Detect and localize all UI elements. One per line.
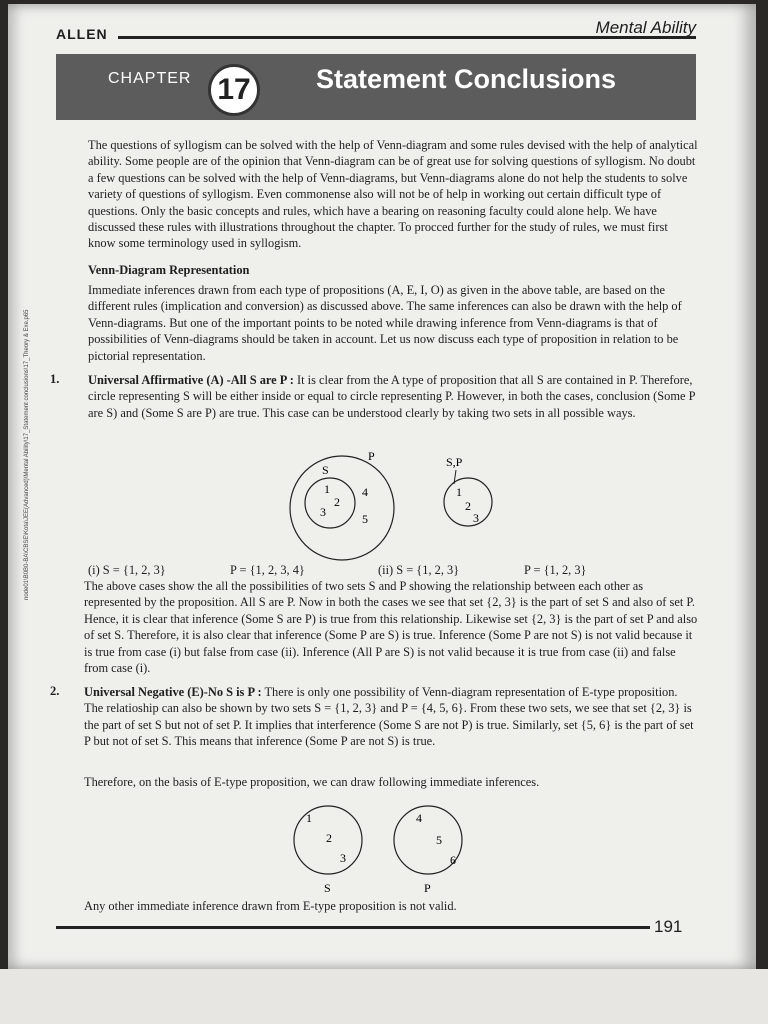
margin-file-path: node01\B0B0-BA\CBSE\Kota\JEE(Advanced)\Mental Ability\17_Statement conclusions\17_Theory & Exe.p65 bbox=[24, 309, 30, 600]
footer-rule bbox=[56, 926, 650, 929]
item-2-therefore: Therefore, on the basis of E-type proposition, we can draw following immediate inferences. bbox=[84, 775, 540, 789]
caption-case-2-p: P = {1, 2, 3} bbox=[524, 563, 587, 577]
element-1: 1 bbox=[306, 811, 312, 825]
item-2-body: There is only one possibility of Venn-diagram representation of E-type proposition. The relatioship can also be shown by two sets S = {1, 2, 3} and P = {4, 5, 6}. From these two sets, we see that set {2, 3} is the part of set S but not of set P. It implies that interference (Some S are not P) is true. Similarly, set {5, 6} is the part of set P but not of set S. This means that inference (Some P are not S) is true. bbox=[84, 685, 694, 749]
label-s: S bbox=[324, 881, 331, 895]
chapter-title: Statement Conclusions bbox=[316, 64, 617, 94]
chapter-label: CHAPTER bbox=[108, 70, 192, 87]
venn-heading: Venn-Diagram Representation bbox=[88, 263, 250, 277]
chapter-number: 17 bbox=[208, 64, 260, 116]
venn-figure-1 bbox=[280, 446, 410, 566]
desk-surface bbox=[0, 969, 768, 1024]
label-p: P bbox=[424, 881, 431, 895]
venn-figure-3 bbox=[284, 800, 474, 896]
item-number-2: 2. bbox=[50, 684, 60, 698]
element-1: 1 bbox=[456, 485, 462, 499]
item-1-title: Universal Affirmative (A) -All S are P : bbox=[88, 373, 294, 387]
element-5: 5 bbox=[362, 512, 368, 526]
item-1-explanation: The above cases show the all the possibilities of two sets S and P showing the relationship between each other as represented by the proposition. All S are P. Now in both the cases we see that set {2, 3} is the part of set S and also of set P. Hence, it is clear that inference (Some S are P) is true from this relationship. Likewise set {2, 3} is the part of set P and also of set S. Therefore, it is also clear that inference (Some P are S) is true. Inference (Some P are not S) is not valid because it is true from case (i) but false from case (ii). Inference (All P are S) is not valid because it is true from case (ii) and false from case (i). bbox=[84, 579, 698, 676]
item-1-body: It is clear from the A type of proposition that all S are contained in P. Therefore, circle representing S will be either inside or equal to circle representing P. However, in both the cases, conclusion (Some P are S) and (Some S are P) are true. This case can be understood clearly by taking two sets in all possible ways. bbox=[88, 373, 696, 420]
element-3: 3 bbox=[320, 505, 326, 519]
item-2-title: Universal Negative (E)-No S is P : bbox=[84, 685, 262, 699]
item-2-conclusion: Any other immediate inference drawn from E-type proposition is not valid. bbox=[84, 899, 457, 913]
intro-paragraph: The questions of syllogism can be solved with the help of Venn-diagram and some rules devised with the help of analytical ability. Some people are of the opinion that Venn-diagram can be of great use for solving questions of syllogism. No doubt a few questions can be solved with the help of Venn-diagrams, but Venn-diagrams alone do not help the students to solve variety of questions of syllogism. Even commonense also will not be of help in working out certain difficult type of questions. Only the basic concepts and rules, which have a bearing on reasoning faculty could alone help. We have discussed these rules with illustrations throughout the chapter. To procced further for the study of rules, we must first know some terminology used in syllogism. bbox=[88, 138, 698, 251]
caption-case-1-p: P = {1, 2, 3, 4} bbox=[230, 563, 305, 577]
page-number: 191 bbox=[654, 917, 683, 936]
element-2: 2 bbox=[334, 495, 340, 509]
label-sp: S,P bbox=[446, 455, 463, 469]
label-s: S bbox=[322, 463, 329, 477]
element-6: 6 bbox=[450, 853, 456, 867]
element-3: 3 bbox=[340, 851, 346, 865]
element-2: 2 bbox=[326, 831, 332, 845]
caption-case-2-s: (ii) S = {1, 2, 3} bbox=[378, 563, 460, 577]
element-4: 4 bbox=[416, 811, 422, 825]
element-1: 1 bbox=[324, 482, 330, 496]
caption-case-1-s: (i) S = {1, 2, 3} bbox=[88, 563, 166, 577]
venn-paragraph: Immediate inferences drawn from each type of propositions (A, E, I, O) as given in the above table, are based on the different rules (implication and conversion) as discussed above. The same inferences can also be drawn with the help of Venn-diagrams. But one of the important points to be noted while drawing inference from Venn-diagrams is that of possibilities of Venn-diagrams should be taken in account. Let us now discuss each type of proposition in relation to be pictorial representation. bbox=[88, 283, 682, 363]
item-1-text bbox=[88, 372, 698, 421]
brand-logo: ALLEN bbox=[56, 26, 108, 42]
label-p: P bbox=[368, 449, 375, 463]
element-3: 3 bbox=[473, 511, 479, 525]
set-s-circle bbox=[305, 478, 355, 528]
item-2-text bbox=[84, 684, 698, 750]
item-number-1: 1. bbox=[50, 372, 60, 386]
element-5: 5 bbox=[436, 833, 442, 847]
section-title: Mental Ability bbox=[595, 18, 696, 37]
venn-figure-2 bbox=[436, 452, 506, 532]
element-4: 4 bbox=[362, 485, 368, 499]
element-2: 2 bbox=[465, 499, 471, 513]
